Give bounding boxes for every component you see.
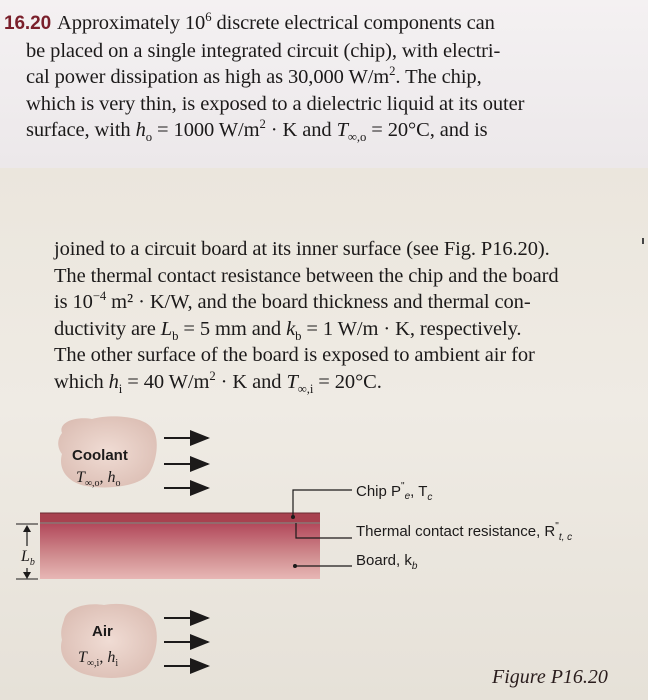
contact-resistance-label: Thermal contact resistance, $R^"_{t, c}$ bbox=[356, 521, 573, 543]
chip-label: Chip $P^"_e$, $T_c$ bbox=[356, 481, 433, 503]
figure-p16-20 bbox=[0, 168, 648, 700]
thickness-label: $L_b$ bbox=[21, 548, 35, 568]
figure-caption: Figure P16.20 bbox=[492, 666, 608, 688]
thickness-arrow-head bbox=[23, 525, 31, 532]
air-label-blob bbox=[61, 604, 157, 678]
text-line: ductivity are $L_b = 5$ mm and $k_b = 1$ W/m · K, respectively. bbox=[54, 317, 522, 343]
textbook-bottom-strip bbox=[0, 168, 648, 700]
text-line: be placed on a single integrated circuit (chip), with electri- bbox=[26, 39, 501, 62]
text-line: The thermal contact resistance between the chip and the board bbox=[54, 264, 559, 287]
coolant-label: Coolant bbox=[72, 447, 128, 464]
text-line: which $h_i = 40$ $W/m^2 \cdot K$ and $T_{\infty,i} = 20^\circ C$. bbox=[54, 368, 382, 396]
text-line: surface, with $h_o = 1000$ $W/m^2 \cdot K$ and $T_{\infty,o} = 20^\circ C$, and is bbox=[26, 117, 488, 145]
text-line: which is very thin, is exposed to a dielectric liquid at its outer bbox=[26, 92, 525, 115]
text-line: The other surface of the board is exposed to ambient air for bbox=[54, 344, 535, 366]
board-label: Board, $k_b$ bbox=[356, 552, 418, 572]
air-conditions: $T_{\infty,i}$, $h_i$ bbox=[78, 649, 119, 669]
text-line: is $10^{-4}$ m² · K/W, and the board thickness and thermal con- bbox=[54, 289, 531, 313]
circuit-board bbox=[40, 524, 320, 579]
text-line: 16.20 Approximately $10^6$ discrete electrical components can bbox=[4, 10, 495, 34]
coolant-conditions: $T_{\infty,o}$, $h_o$ bbox=[76, 469, 121, 489]
textbook-top-strip bbox=[0, 0, 648, 168]
text-line: cal power dissipation as high as 30,000 $W/m^2$. The chip, bbox=[26, 64, 482, 88]
thickness-arrow-head bbox=[23, 572, 31, 579]
problem-text-top bbox=[4, 10, 524, 144]
chip-layer bbox=[40, 513, 320, 522]
air-label: Air bbox=[92, 623, 113, 640]
problem-number: 16.20 bbox=[4, 13, 52, 34]
text-line: joined to a circuit board at its inner surface (see Fig. P16.20). bbox=[54, 238, 550, 260]
